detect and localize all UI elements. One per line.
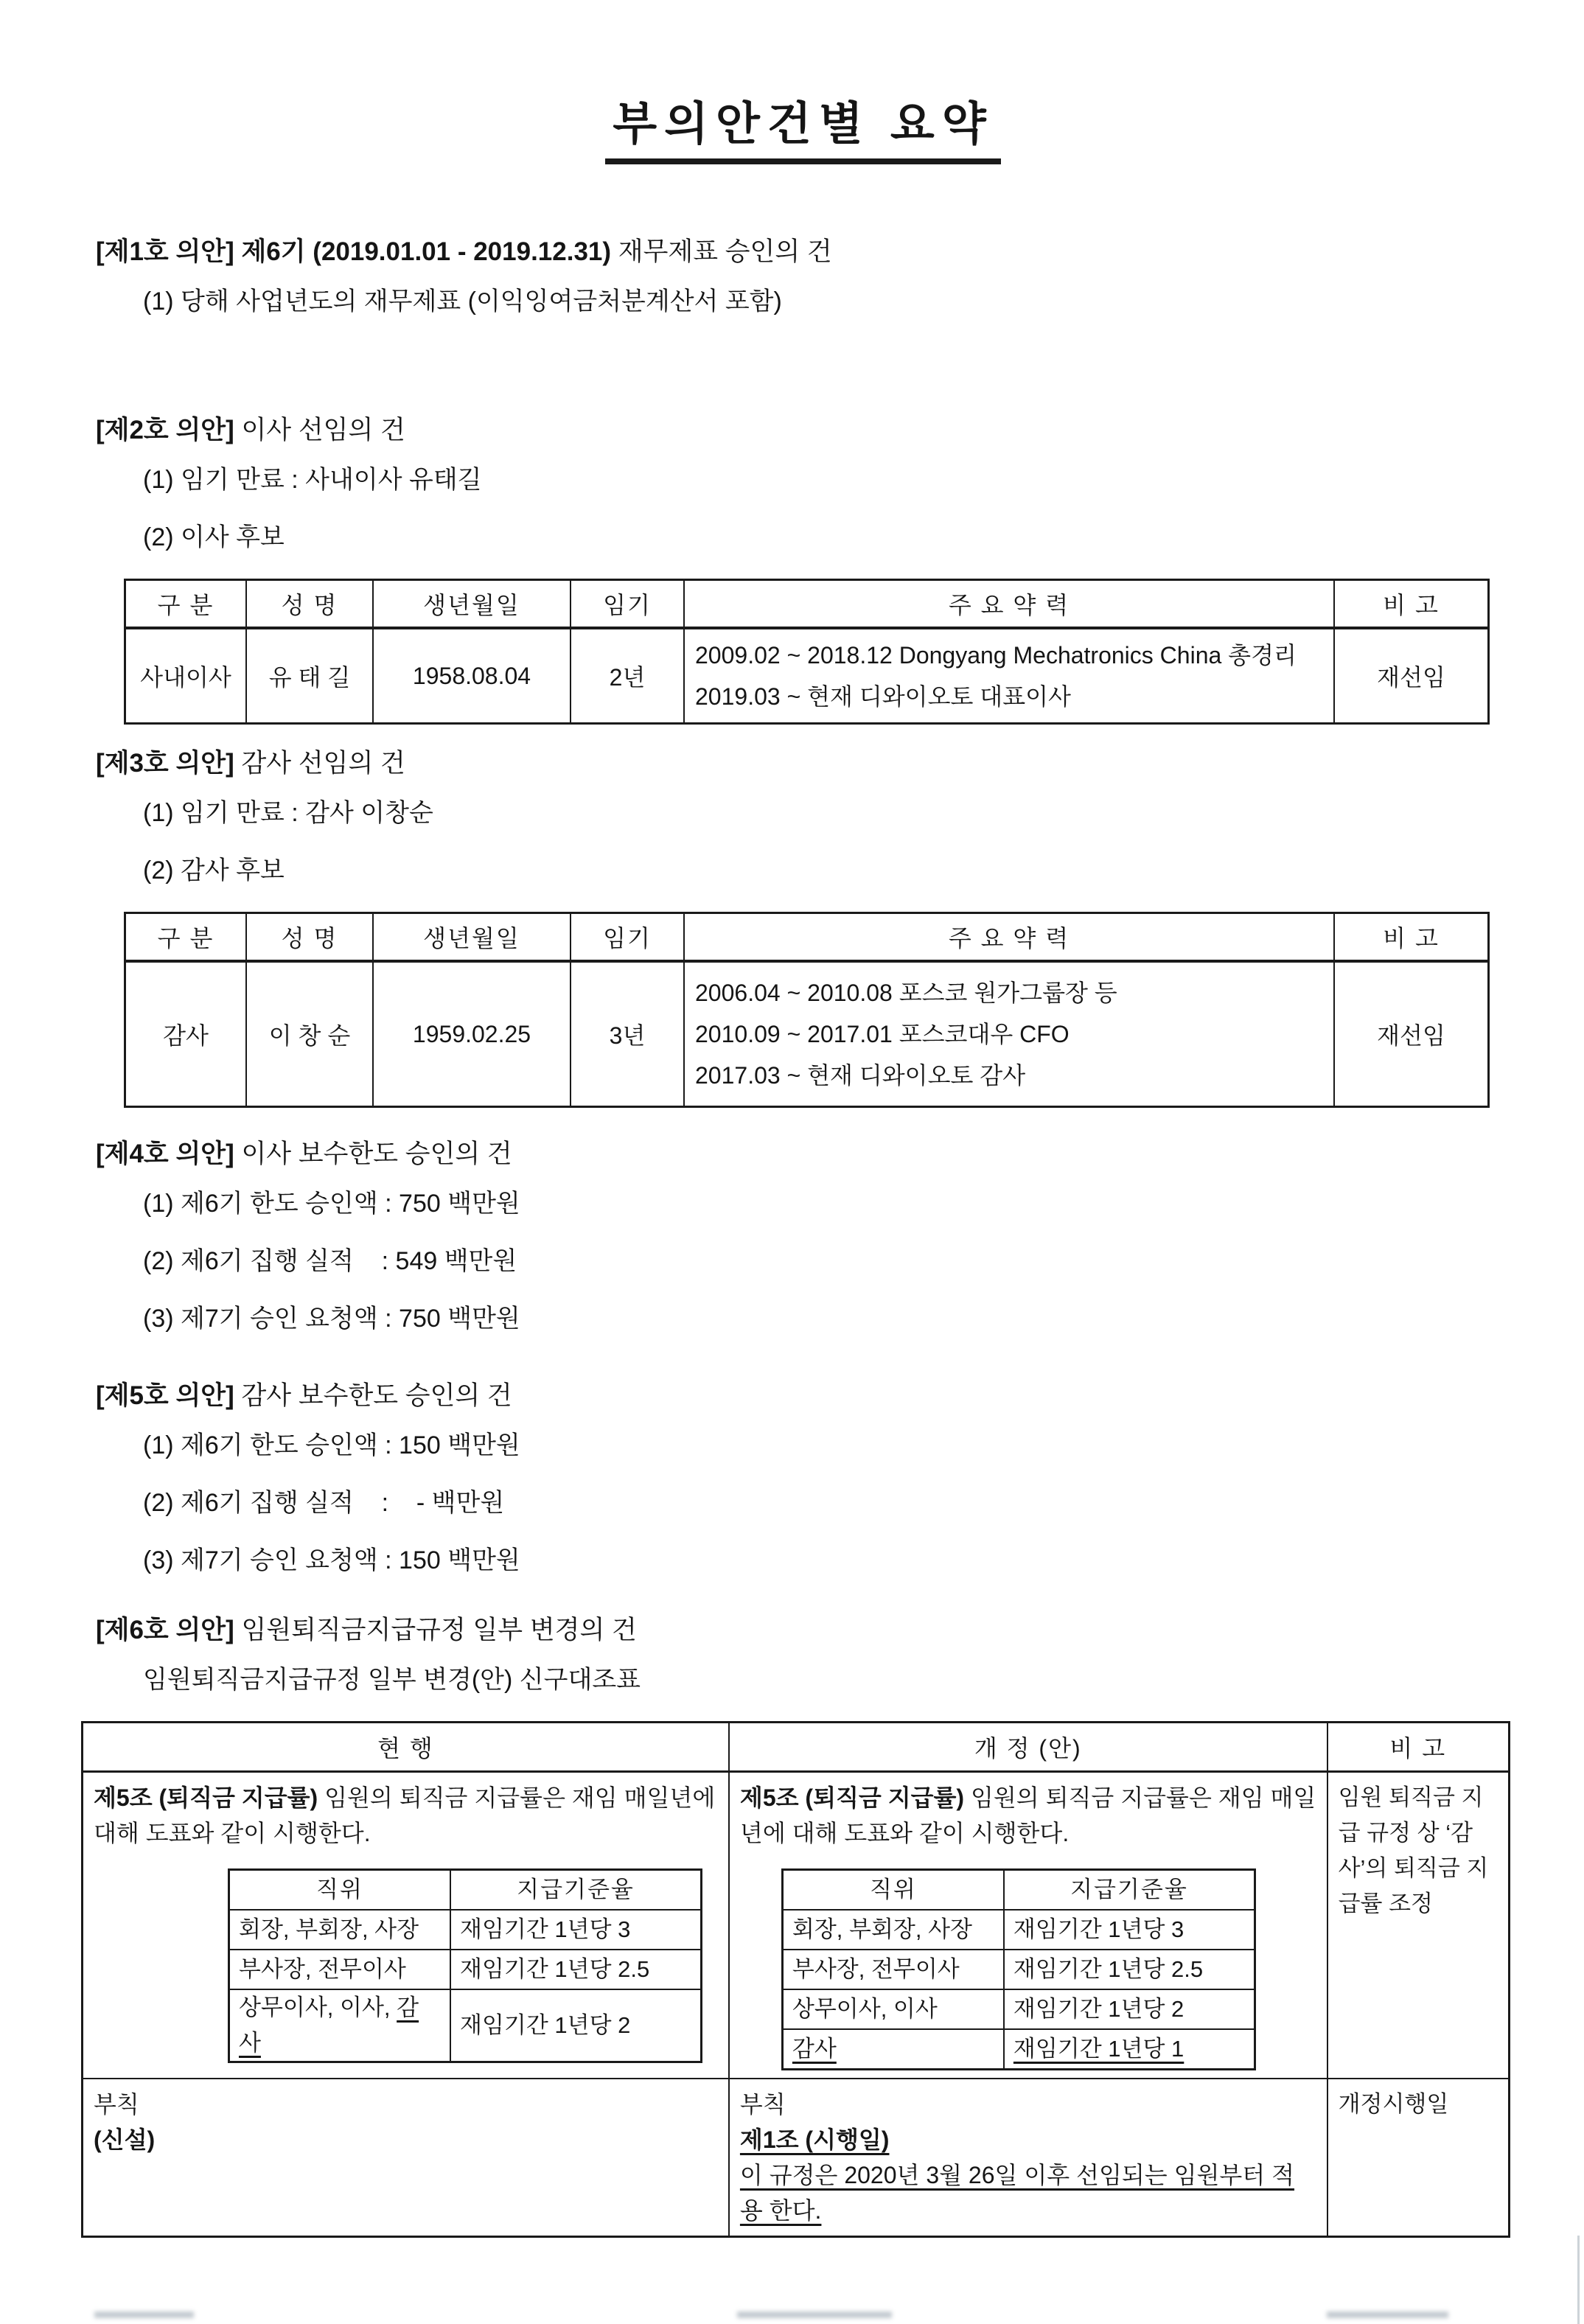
position-cell: 회장, 부회장, 사장 xyxy=(229,1910,451,1950)
auditor-note: 재선임 xyxy=(1334,961,1489,1107)
agenda5-item-3: (3) 제7기 승인 요청액 : 150 백만원 xyxy=(143,1546,520,1574)
rate-header-position: 직위 xyxy=(229,1870,451,1911)
auditor-career-line-1: 2006.04 ~ 2010.08 포스코 원가그룹장 등 xyxy=(695,980,1117,1006)
agenda5-title: 감사 보수한도 승인의 건 xyxy=(234,1381,512,1410)
agenda5-heading xyxy=(96,1379,1510,1413)
current-rate-row-1 xyxy=(229,1910,702,1950)
current-rate-header-row xyxy=(229,1870,702,1911)
director-career-line-1: 2009.02 ~ 2018.12 Dongyang Mechatronics China 총경리 xyxy=(695,642,1297,669)
agenda6-subtitle: 임원퇴직금지급규정 일부 변경(안) 신구대조표 xyxy=(143,1666,641,1694)
scan-artifact xyxy=(737,2311,892,2318)
scan-artifact xyxy=(1327,2311,1448,2318)
header-category: 구 분 xyxy=(125,913,247,962)
rate-cell xyxy=(1004,2029,1255,2070)
agenda3-title: 감사 선임의 건 xyxy=(234,749,405,778)
agenda4-item-1: (1) 제6기 한도 승인액 : 750 백만원 xyxy=(143,1190,520,1218)
current-addendum-cell xyxy=(83,2079,729,2237)
director-table-header-row xyxy=(125,580,1489,629)
agenda3-item-1: (1) 임기 만료 : 감사 이창순 xyxy=(143,799,433,827)
current-provision-cell xyxy=(83,1772,729,2079)
position-cell xyxy=(229,1989,451,2062)
agenda5-item-1: (1) 제6기 한도 승인액 : 150 백만원 xyxy=(143,1431,520,1459)
header-birth: 생년월일 xyxy=(373,913,571,962)
agenda3-heading xyxy=(96,747,1510,781)
comparison-addendum-row xyxy=(83,2079,1510,2237)
agenda4-heading xyxy=(96,1137,1510,1171)
comparison-main-row xyxy=(83,1772,1510,2079)
document-page xyxy=(0,87,1584,2238)
agenda2-item-1: (1) 임기 만료 : 사내이사 유태길 xyxy=(143,466,482,494)
agenda5-label: [제5호 의안] xyxy=(96,1381,234,1410)
revised-clause-text: 임원의 퇴직금 지급률은 재임 매일년에 대해 도표와 같이 시행한다. xyxy=(739,1784,1316,1846)
position-underlined: 감사 xyxy=(792,2036,837,2062)
comparison-note-1: 임원 퇴직금 지급 규정 상 ‘감사’의 퇴직금 지급률 조정 xyxy=(1327,1772,1510,2079)
header-revised: 개 정 (안) xyxy=(729,1723,1327,1772)
rate-header-rate: 지급기준율 xyxy=(1004,1870,1255,1911)
comparison-note-2: 개정시행일 xyxy=(1327,2079,1510,2237)
revised-addendum-cell xyxy=(729,2079,1327,2237)
revised-addendum-body: 이 규정은 2020년 3월 26일 이후 선임되는 임원부터 적용 한다. xyxy=(739,2162,1295,2224)
director-career xyxy=(684,628,1334,724)
scan-edge-line xyxy=(1577,2236,1580,2324)
regulation-comparison-table xyxy=(81,1721,1510,2238)
agenda4-title: 이사 보수한도 승인의 건 xyxy=(234,1140,512,1168)
position-cell: 상무이사, 이사 xyxy=(782,1989,1004,2029)
revised-provision-cell xyxy=(729,1772,1327,2079)
current-rate-row-2 xyxy=(229,1950,702,1989)
agenda1-heading xyxy=(96,235,1510,269)
revised-rate-row-3 xyxy=(782,1989,1255,2029)
rate-cell: 재임기간 1년당 2.5 xyxy=(1004,1950,1255,1989)
director-category: 사내이사 xyxy=(125,628,247,724)
agenda3-item-2: (2) 감사 후보 xyxy=(143,856,285,884)
agenda2-item-2: (2) 이사 후보 xyxy=(143,523,285,551)
revised-addendum-title: 제1조 (시행일) xyxy=(739,2126,890,2153)
document-title: 부의안건별 요약 xyxy=(605,87,1000,164)
auditor-category: 감사 xyxy=(125,961,247,1107)
revised-clause xyxy=(740,1780,1316,1851)
agenda5-item-2: (2) 제6기 집행 실적 : - 백만원 xyxy=(143,1489,505,1517)
current-rate-table xyxy=(228,1868,702,2063)
current-rate-row-3 xyxy=(229,1989,702,2062)
rate-header-position: 직위 xyxy=(782,1870,1004,1911)
rate-cell: 재임기간 1년당 2 xyxy=(1004,1989,1255,2029)
agenda6-title: 임원퇴직금지급규정 일부 변경의 건 xyxy=(234,1616,637,1644)
agenda4-label: [제4호 의안] xyxy=(96,1140,234,1168)
current-addendum-line-1: 부칙 xyxy=(94,2091,139,2118)
rate-cell: 재임기간 1년당 3 xyxy=(1004,1910,1255,1950)
agenda4-item-3: (3) 제7기 승인 요청액 : 750 백만원 xyxy=(143,1305,520,1333)
rate-cell: 재임기간 1년당 3 xyxy=(450,1910,702,1950)
revised-rate-row-2 xyxy=(782,1950,1255,1989)
rate-header-rate: 지급기준율 xyxy=(450,1870,702,1911)
rate-underlined: 재임기간 1년당 1 xyxy=(1013,2036,1184,2062)
director-term: 2년 xyxy=(571,628,684,724)
rate-cell: 재임기간 1년당 2.5 xyxy=(450,1950,702,1989)
current-clause-text: 임원의 퇴직금 지급률은 재임 매일년에 대해 도표와 같이 시행한다. xyxy=(94,1784,716,1846)
header-category: 구 분 xyxy=(125,580,247,629)
header-term: 임기 xyxy=(571,580,684,629)
header-note: 비 고 xyxy=(1334,913,1489,962)
position-cell xyxy=(782,2029,1004,2070)
position-cell: 회장, 부회장, 사장 xyxy=(782,1910,1004,1950)
agenda4-item-2: (2) 제6기 집행 실적 : 549 백만원 xyxy=(143,1247,517,1275)
position-cell: 부사장, 전무이사 xyxy=(229,1950,451,1989)
header-career: 주 요 약 력 xyxy=(684,580,1334,629)
header-name: 성 명 xyxy=(246,580,373,629)
auditor-table-header-row xyxy=(125,913,1489,962)
scan-artifact xyxy=(94,2311,194,2318)
revised-rate-row-1 xyxy=(782,1910,1255,1950)
auditor-career-line-3: 2017.03 ~ 현재 디와이오토 감사 xyxy=(695,1062,1026,1089)
auditor-birth: 1959.02.25 xyxy=(373,961,571,1107)
revised-clause-title: 제5조 (퇴직금 지급률) xyxy=(739,1784,965,1811)
auditor-candidate-row xyxy=(125,961,1489,1107)
header-note: 비 고 xyxy=(1334,580,1489,629)
agenda2-title: 이사 선임의 건 xyxy=(234,416,405,444)
director-birth: 1958.08.04 xyxy=(373,628,571,724)
auditor-career-line-2: 2010.09 ~ 2017.01 포스코대우 CFO xyxy=(695,1021,1070,1047)
revised-rate-header-row xyxy=(782,1870,1255,1911)
agenda3-label: [제3호 의안] xyxy=(96,749,234,778)
agenda1-label: [제1호 의안] xyxy=(96,237,234,266)
agenda6-label: [제6호 의안] xyxy=(96,1616,234,1644)
agenda6-heading xyxy=(96,1613,1510,1647)
agenda2-heading xyxy=(96,413,1510,447)
header-career: 주 요 약 력 xyxy=(684,913,1334,962)
header-birth: 생년월일 xyxy=(373,580,571,629)
director-name: 유 태 길 xyxy=(246,628,373,724)
auditor-term: 3년 xyxy=(571,961,684,1107)
director-candidate-row xyxy=(125,628,1489,724)
revised-rate-table xyxy=(781,1868,1256,2070)
director-career-line-2: 2019.03 ~ 현재 디와이오토 대표이사 xyxy=(695,683,1071,710)
current-clause xyxy=(94,1780,718,1851)
comparison-header-row xyxy=(83,1723,1510,1772)
auditor-name: 이 창 순 xyxy=(246,961,373,1107)
director-candidate-table xyxy=(124,579,1490,725)
rate-cell: 재임기간 1년당 2 xyxy=(450,1989,702,2062)
agenda1-title-bold: 제6기 (2019.01.01 - 2019.12.31) xyxy=(234,237,612,266)
header-comp-note: 비 고 xyxy=(1327,1723,1510,1772)
current-clause-title: 제5조 (퇴직금 지급률) xyxy=(94,1784,318,1811)
revised-rate-row-4 xyxy=(782,2029,1255,2070)
header-name: 성 명 xyxy=(246,913,373,962)
header-current: 현 행 xyxy=(83,1723,729,1772)
agenda2-label: [제2호 의안] xyxy=(96,416,234,444)
position-underlined: 감사 xyxy=(239,1995,419,2056)
agenda1-item-1: (1) 당해 사업년도의 재무제표 (이익잉여금처분계산서 포함) xyxy=(143,287,782,315)
document-title-wrap xyxy=(96,87,1510,164)
current-addendum-line-2: (신설) xyxy=(94,2126,156,2153)
director-note: 재선임 xyxy=(1334,628,1489,724)
auditor-career xyxy=(684,961,1334,1107)
auditor-candidate-table xyxy=(124,912,1490,1108)
position-prefix: 상무이사, 이사, xyxy=(239,1995,397,2020)
position-cell: 부사장, 전무이사 xyxy=(782,1950,1004,1989)
revised-addendum-line-1: 부칙 xyxy=(739,2091,786,2118)
agenda1-title: 재무제표 승인의 건 xyxy=(611,237,832,266)
header-term: 임기 xyxy=(571,913,684,962)
